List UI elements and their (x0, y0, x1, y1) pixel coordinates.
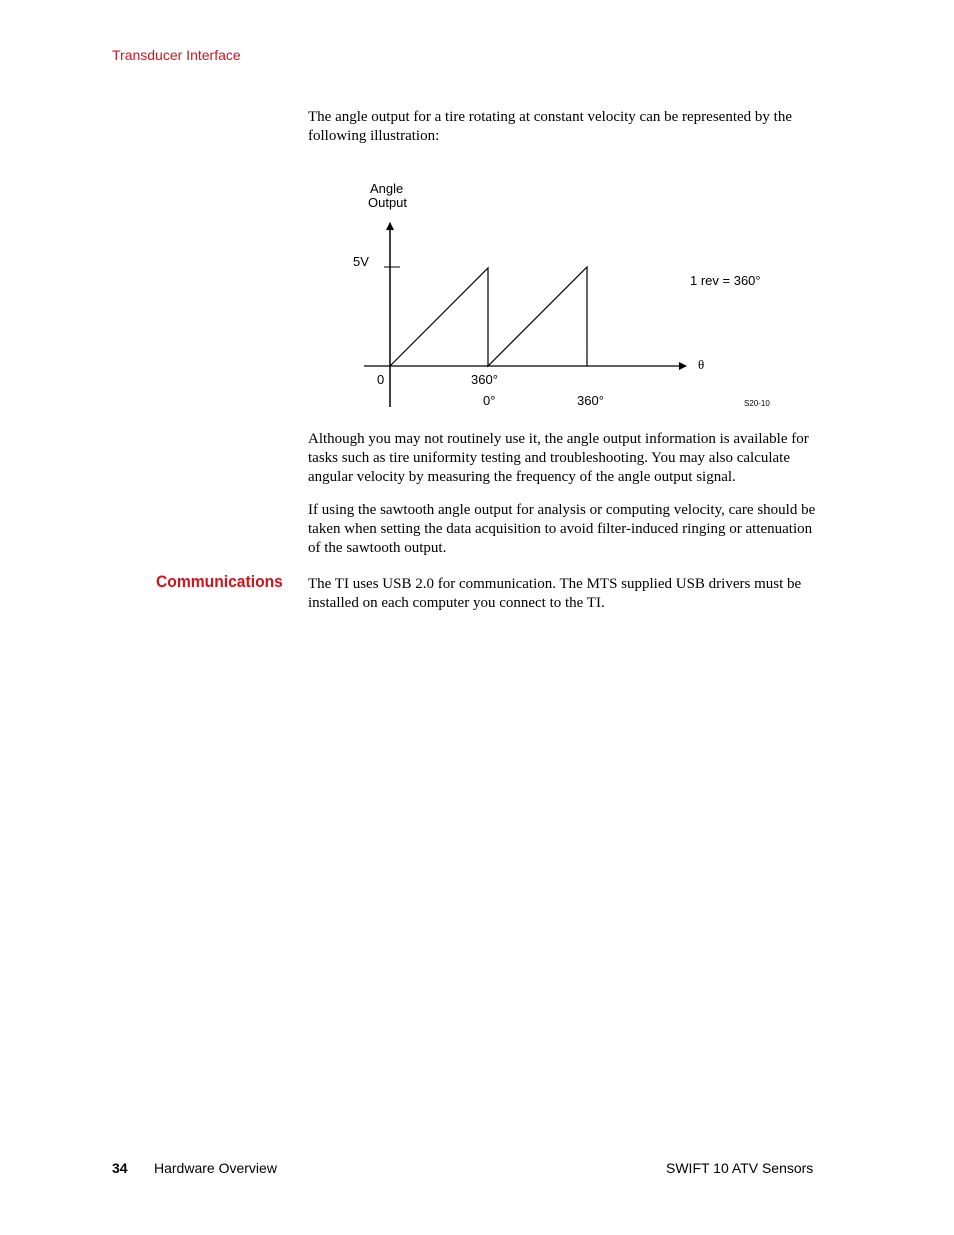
revolution-note: 1 rev = 360° (690, 273, 761, 288)
sawtooth-figure (340, 175, 780, 415)
footer-chapter: Hardware Overview (154, 1160, 277, 1176)
paragraph-sawtooth-care: If using the sawtooth angle output for analysis or computing velocity, care should be taken when setting the data acquisition to avoid filter-induced ringing or attenuation of the sawtooth output. (308, 502, 816, 556)
figure-code: S20-10 (744, 399, 770, 408)
y-label-line1: Angle (370, 181, 404, 196)
y-label-line2: Output (368, 195, 408, 210)
sawtooth-diagram (340, 175, 780, 415)
x-tick-360: 360° (471, 372, 498, 387)
running-header: Transducer Interface (112, 47, 241, 63)
origin-label: 0 (377, 372, 385, 387)
x-axis-label: θ (698, 357, 705, 372)
page-number: 34 (112, 1160, 128, 1176)
section-heading-communications: Communications (156, 572, 283, 591)
x-tick-second-360: 360° (577, 393, 604, 408)
sawtooth-wave (390, 267, 587, 366)
paragraph-angle-output-use: Although you may not routinely use it, the angle output information is available for tasks such as tire uniformity testing and troubleshooting. You may also calculate angular velocity by measuring the frequency of the angle output signal. (308, 431, 809, 485)
x-tick-second-zero: 0° (483, 393, 496, 408)
paragraph-communications: The TI uses USB 2.0 for communication. The MTS supplied USB drivers must be installed on each computer you connect to the TI. (308, 576, 802, 611)
footer-product: SWIFT 10 ATV Sensors (666, 1160, 814, 1176)
intro-paragraph: The angle output for a tire rotating at constant velocity can be represented by the following illustration: (308, 109, 792, 144)
y-tick-label: 5V (353, 254, 369, 269)
